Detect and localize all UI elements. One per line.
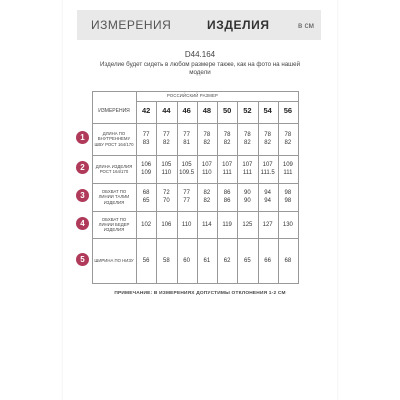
table-cell: 78 82 <box>264 132 271 146</box>
table-cell: 77 77 <box>183 190 190 204</box>
table-cell: 72 70 <box>163 190 170 204</box>
column-divider <box>258 101 259 283</box>
size-header-50: 50 <box>222 106 232 115</box>
table-cell: 130 <box>282 221 293 228</box>
column-divider <box>217 101 218 283</box>
row-label: ДЛИНА ПО ВНУТРЕННЕМУ ШВУ РОСТ 164/170 <box>94 131 134 147</box>
row-label: ШИРИНА ПО НИЗУ <box>94 257 134 263</box>
size-header-46: 46 <box>182 106 191 115</box>
size-header-44: 44 <box>162 106 171 115</box>
row-divider <box>92 123 298 124</box>
table-cell: 110 <box>181 221 192 228</box>
header-measurements: ИЗМЕРЕНИЯ <box>91 18 172 32</box>
table-border-top <box>92 91 298 92</box>
table-cell: 107 111 <box>242 162 253 176</box>
size-group-label: РОССИЙСКИЙ РАЗМЕР <box>167 93 218 98</box>
row-label: ОБХВАТ ПО ЛИНИИ ТАЛИИ ИЗДЕЛИЯ <box>98 189 130 205</box>
table-border-bottom <box>92 283 298 284</box>
label-column-divider <box>136 91 137 283</box>
header-bar <box>77 10 321 40</box>
tolerance-note: ПРИМЕЧАНИЕ: В ИЗМЕРЕНИЯХ ДОПУСТИМЫ ОТКЛОНЕНИЯ 1-2 СМ <box>114 291 286 296</box>
table-cell: 68 <box>284 257 292 264</box>
table-cell: 68 65 <box>142 190 150 204</box>
table-cell: 94 94 <box>264 190 271 204</box>
table-cell: 78 82 <box>223 132 231 146</box>
table-cell: 107 111.5 <box>260 162 275 176</box>
table-cell: 105 109.5 <box>179 162 195 176</box>
header-unit: в см <box>298 20 314 30</box>
size-header-48: 48 <box>202 106 212 115</box>
table-cell: 107 110 <box>201 162 212 176</box>
size-header-42: 42 <box>141 106 151 115</box>
table-cell: 125 <box>242 221 253 228</box>
size-header-56: 56 <box>283 106 293 115</box>
table-cell: 65 <box>244 257 251 264</box>
table-cell: 106 <box>161 221 172 228</box>
column-divider <box>156 101 157 283</box>
row-number-badge: 2 <box>76 161 89 174</box>
table-cell: 56 <box>142 257 150 264</box>
table-cell: 127 <box>262 221 273 228</box>
table-cell: 77 82 <box>163 132 170 146</box>
table-cell: 62 <box>223 257 231 264</box>
row-label: ДЛИНА ИЗДЕЛИЯ РОСТ 164/170 <box>95 163 133 174</box>
row-label: ОБХВАТ ПО ЛИНИИ БЕДЕР ИЗДЕЛИЯ <box>98 216 130 233</box>
row-divider <box>92 155 298 156</box>
first-column-header: ИЗМЕРЕНИЯ <box>98 108 130 114</box>
row-divider <box>92 211 298 212</box>
table-cell: 66 <box>264 257 271 264</box>
table-cell: 61 <box>203 257 211 264</box>
table-cell: 78 82 <box>244 132 251 146</box>
row-number-badge: 3 <box>76 189 89 202</box>
row-divider <box>92 238 298 239</box>
table-cell: 109 111 <box>282 162 293 176</box>
size-header-52: 52 <box>243 106 252 115</box>
table-cell: 77 81 <box>183 132 190 146</box>
row-number-badge: 1 <box>76 131 89 144</box>
row-number-badge: 4 <box>76 217 89 230</box>
table-cell: 82 82 <box>203 190 211 204</box>
row-divider <box>92 183 298 184</box>
column-divider <box>197 101 198 283</box>
size-chart-sheet <box>63 0 337 400</box>
table-cell: 78 82 <box>284 132 292 146</box>
row-number-badge: 5 <box>76 253 89 266</box>
table-cell: 98 98 <box>284 190 292 204</box>
table-cell: 106 109 <box>141 162 152 176</box>
article-code: D44.164 <box>184 50 216 59</box>
table-cell: 102 <box>141 221 152 228</box>
table-cell: 60 <box>183 257 190 264</box>
table-cell: 119 <box>222 221 232 228</box>
table-cell: 86 86 <box>223 190 231 204</box>
table-cell: 90 90 <box>244 190 251 204</box>
table-cell: 107 111 <box>222 162 233 176</box>
table-cell: 58 <box>163 257 170 264</box>
table-cell: 77 83 <box>142 132 150 146</box>
table-border-left <box>92 91 93 283</box>
fit-note: Изделие будет сидеть в любом размере также, как на фото на нашей модели <box>99 61 301 76</box>
column-divider <box>177 101 178 283</box>
table-cell: 105 110 <box>161 162 172 176</box>
size-header-54: 54 <box>263 106 272 115</box>
column-divider <box>278 101 279 283</box>
header-item: ИЗДЕЛИЯ <box>207 18 270 32</box>
table-border-right <box>298 91 299 284</box>
table-cell: 78 82 <box>203 132 211 146</box>
column-divider <box>237 101 238 283</box>
table-cell: 114 <box>202 221 212 228</box>
